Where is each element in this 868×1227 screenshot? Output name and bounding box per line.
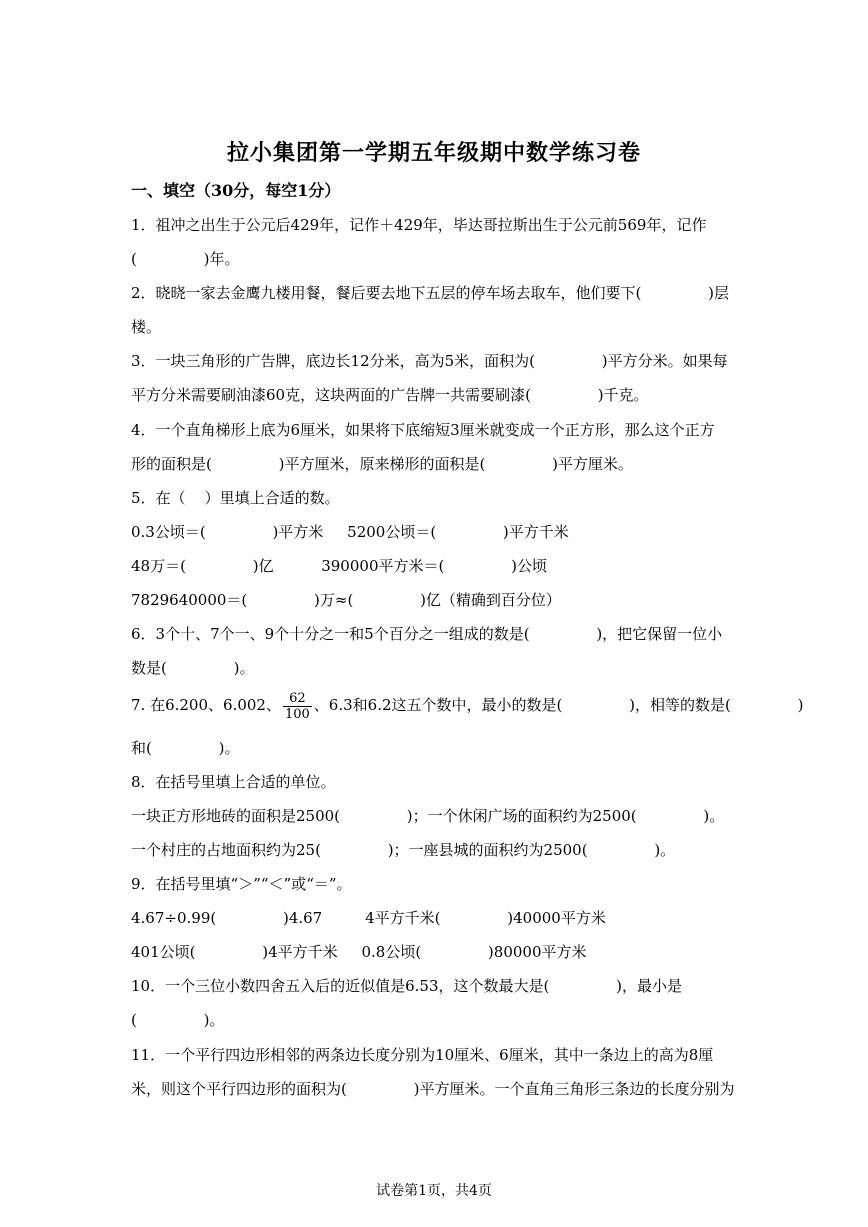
q7-after: 、6.3和6.2这五个数中，最小的数是( )，相等的数是( ) <box>313 696 804 714</box>
question-line: 10．一个三位小数四舍五入后的近似值是6.53，这个数最大是( )，最小是 <box>131 977 682 995</box>
fraction-numerator: 62 <box>289 690 306 706</box>
page-footer: 试卷第1页，共4页 <box>376 1183 492 1199</box>
question-line: 4.67÷0.99( )4.67 4平方千米( )40000平方米 <box>131 909 606 927</box>
question-line: ( )。 <box>131 1011 225 1029</box>
question-line: 3．一块三角形的广告牌，底边长12分米，高为5米，面积为( )平方分米。如果每 <box>131 352 728 370</box>
question-line: 1．祖冲之出生于公元后429年，记作＋429年，毕达哥拉斯出生于公元前569年，记作 <box>131 216 707 234</box>
question-line: 数是( )。 <box>131 659 255 677</box>
page-title: 拉小集团第一学期五年级期中数学练习卷 <box>226 140 641 166</box>
question-line: 7829640000＝( )万≈( )亿（精确到百分位） <box>131 591 561 609</box>
question-line: ( )年。 <box>131 250 240 268</box>
question-line: 0.3公顷＝( )平方米 5200公顷＝( )平方千米 <box>131 523 569 541</box>
question-line: 401公顷( )4平方千米 0.8公顷( )80000平方米 <box>131 943 587 961</box>
question-line: 2．晓晓一家去金鹰九楼用餐，餐后要去地下五层的停车场去取车，他们要下( )层 <box>131 284 730 302</box>
question-line: 形的面积是( )平方厘米，原来梯形的面积是( )平方厘米。 <box>131 455 633 473</box>
question-7-line <box>131 688 803 722</box>
section-title: 一、填空（30分，每空1分） <box>131 181 341 200</box>
question-line: 9．在括号里填“＞”“＜”或“＝”。 <box>131 875 352 893</box>
question-line: 米，则这个平行四边形的面积为( )平方厘米。一个直角三角形三条边的长度分别为 <box>131 1080 735 1098</box>
question-line: 4．一个直角梯形上底为6厘米，如果将下底缩短3厘米就变成一个正方形，那么这个正方 <box>131 421 715 439</box>
question-line: 一块正方形地砖的面积是2500( )；一个休闲广场的面积约为2500( )。 <box>131 807 725 825</box>
fraction <box>283 691 312 722</box>
question-line: 48万＝( )亿 390000平方米＝( )公顷 <box>131 557 547 575</box>
question-line: 和( )。 <box>131 739 240 757</box>
question-line: 一个村庄的占地面积约为25( )；一座县城的面积约为2500( )。 <box>131 841 676 859</box>
q7-before: 7. 在6.200、6.002、 <box>131 696 281 714</box>
question-line: 6．3个十、7个一、9个十分之一和5个百分之一组成的数是( )，把它保留一位小 <box>131 625 723 643</box>
fraction-denominator: 100 <box>284 706 310 722</box>
question-line: 8．在括号里填上合适的单位。 <box>131 773 336 791</box>
question-line: 11．一个平行四边形相邻的两条边长度分别为10厘米、6厘米，其中一条边上的高为8厘 <box>131 1046 714 1064</box>
question-line: 5．在（ ）里填上合适的数。 <box>131 489 340 507</box>
question-line: 楼。 <box>131 318 162 336</box>
question-line: 平方分米需要刷油漆60克，这块两面的广告牌一共需要刷漆( )千克。 <box>131 386 649 404</box>
